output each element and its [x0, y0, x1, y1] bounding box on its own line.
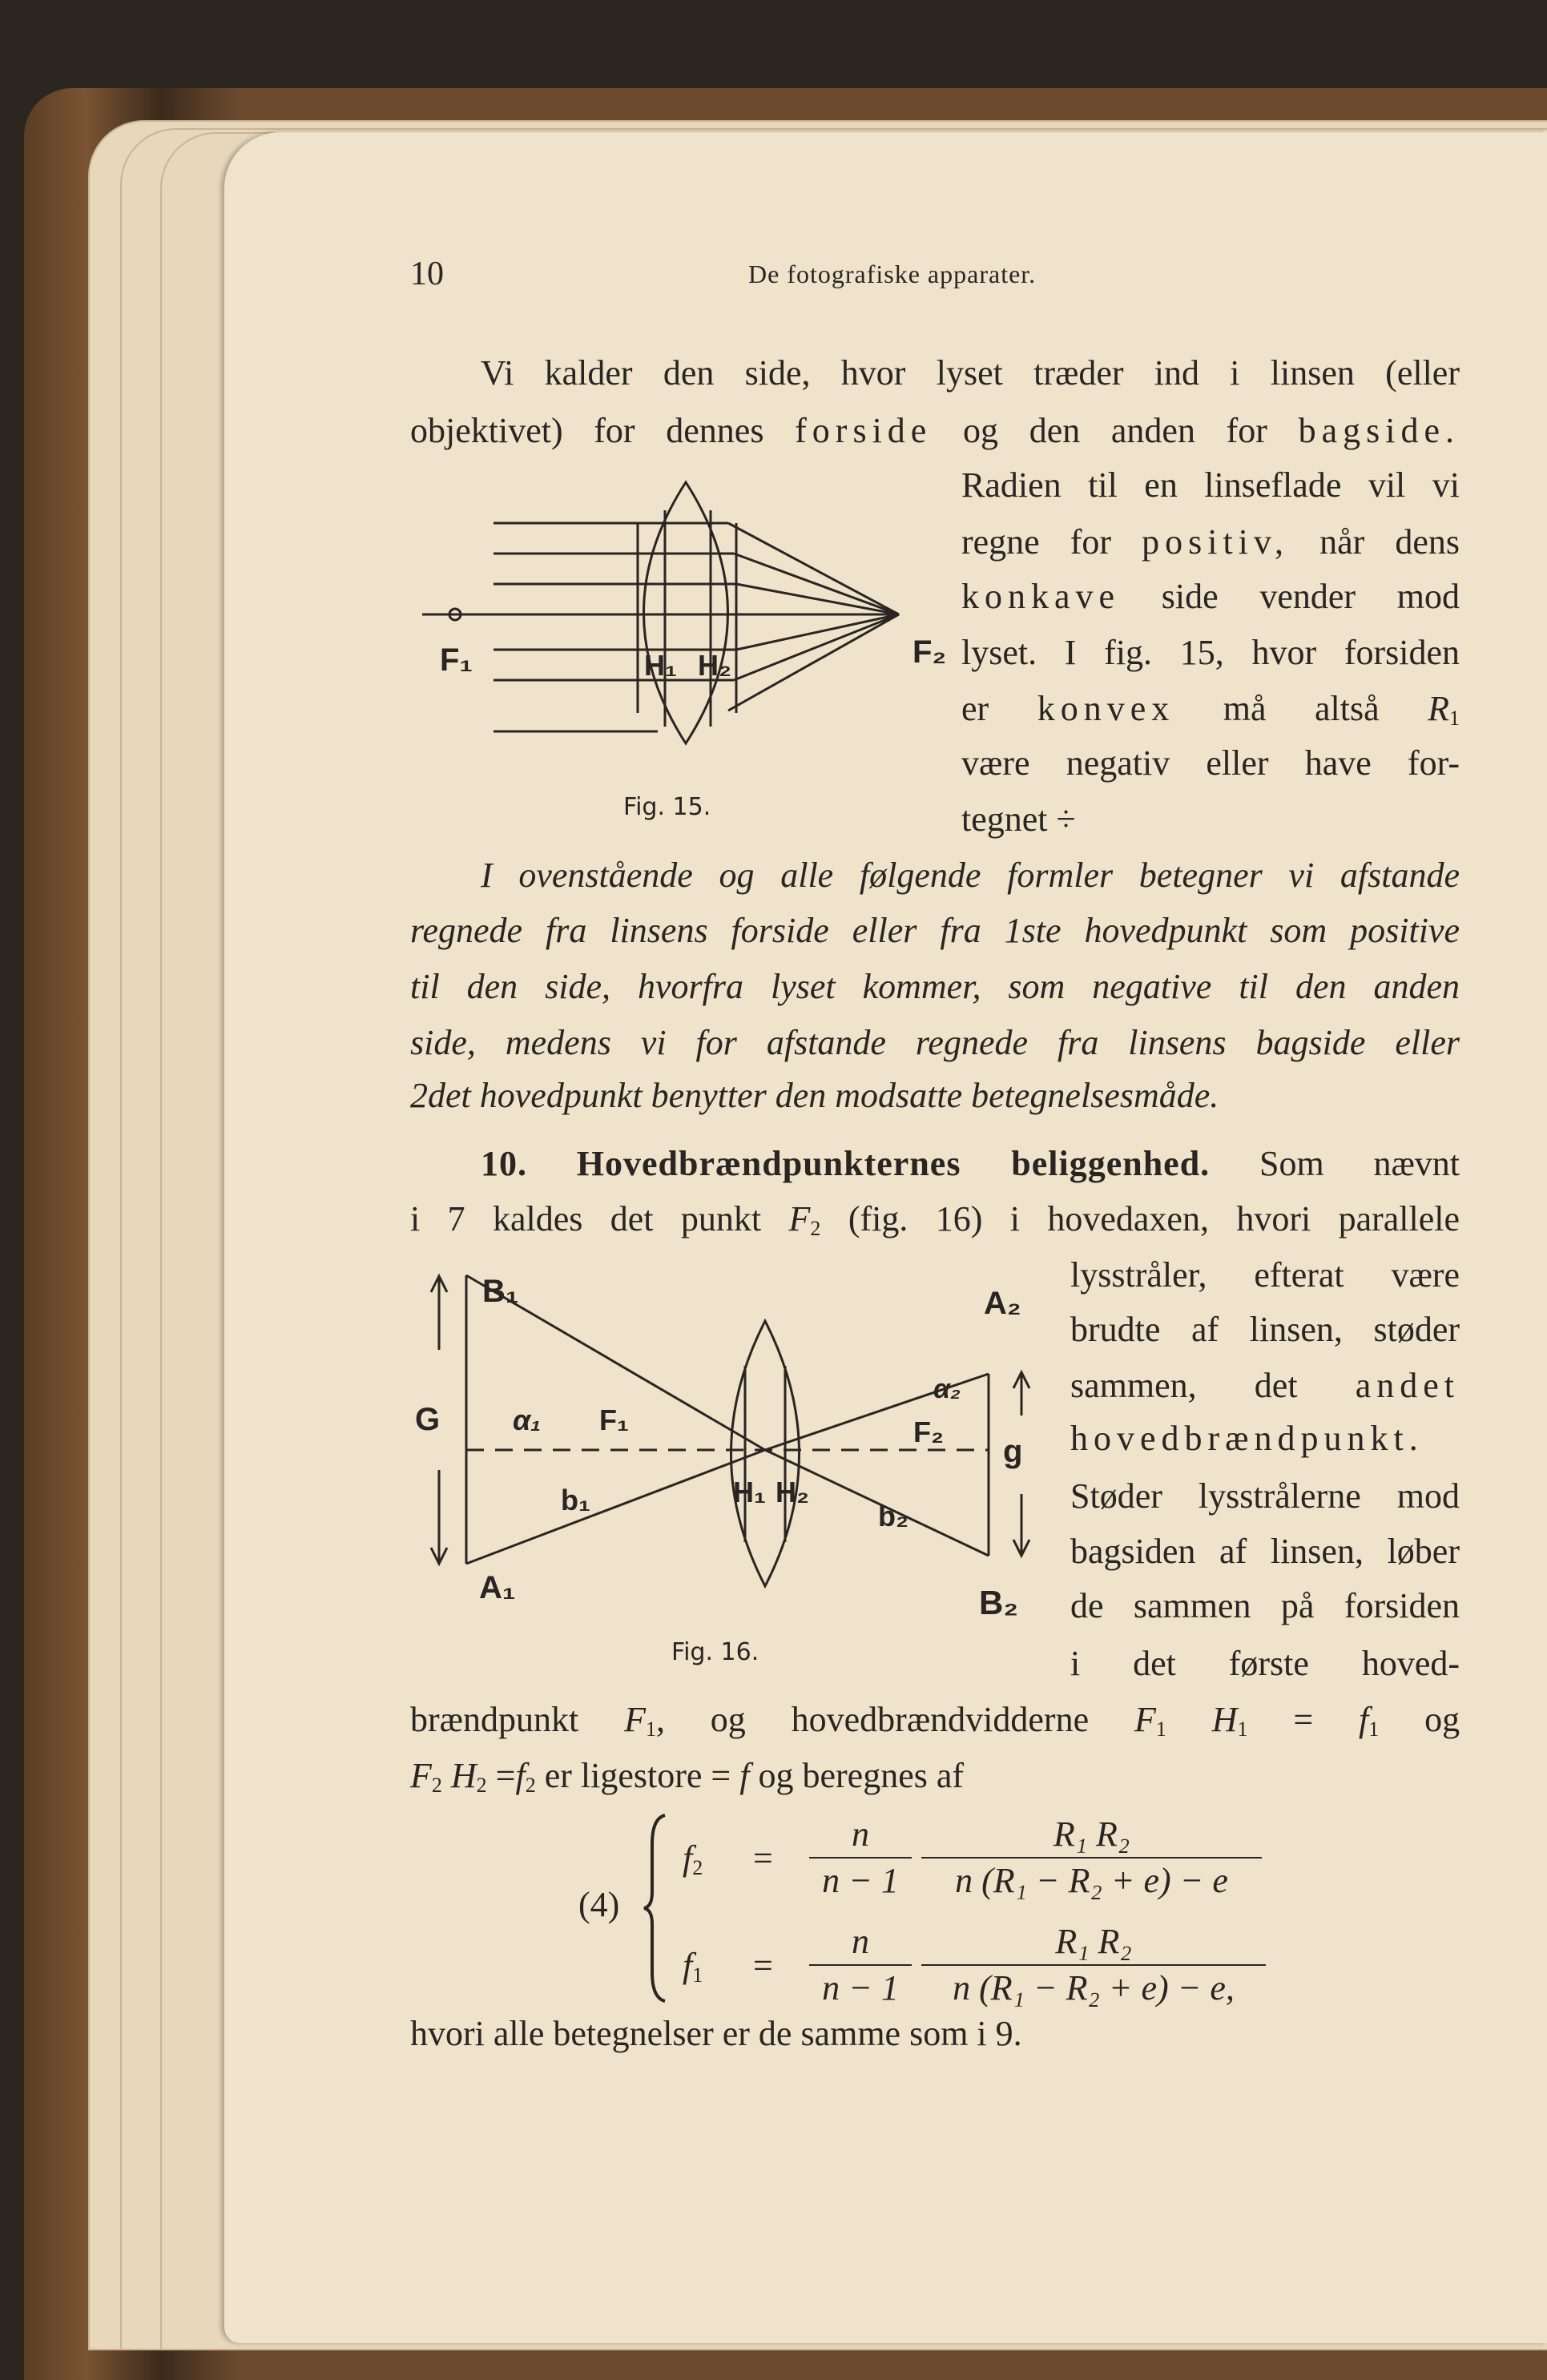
- italic-line: I ovenstående og alle følgende formler betegner vi afstande: [481, 856, 1460, 895]
- fig16-label-a2: A₂: [984, 1286, 1021, 1321]
- fig16-label-h1: H₁: [733, 1476, 766, 1508]
- fig16-label-alpha2: α₂: [933, 1374, 961, 1404]
- text-line: i 7 kaldes det punkt $F_2$ (fig. 16) i hovedaxen, hvori parallele: [410, 1199, 1460, 1240]
- text-line: brudte af linsen, støder: [1070, 1310, 1460, 1349]
- text-line: Radien til en linseflade vil vi: [961, 465, 1460, 505]
- fraction-r1r2-over-denominator: $\frac{\text{R₁ R₂}}{\text{n (R₁ − R₂ + e) − e}}$: [921, 1812, 1262, 1903]
- figure-15-caption: Fig. 15.: [623, 793, 711, 821]
- figure-16-lens-diagram: [409, 1230, 1074, 1638]
- text-line: hovedbrændpunkt.: [1070, 1419, 1424, 1458]
- italic-line: side, medens vi for afstande regnede fra linsens bagside eller: [410, 1023, 1460, 1062]
- fig16-label-f2: F₂: [913, 1416, 944, 1448]
- section-title: Hovedbrændpunkternes beliggenhed.: [576, 1144, 1211, 1183]
- fig16-label-h2: H₂: [776, 1476, 809, 1508]
- text-line: sammen, det andet: [1070, 1366, 1460, 1405]
- text-line: konkave side vender mod: [961, 577, 1460, 616]
- fig16-label-alpha1: α₁: [513, 1403, 541, 1436]
- fig15-label-h2: H₂: [698, 649, 731, 682]
- text-line: tegnet ÷: [961, 799, 1076, 839]
- fig16-label-b1: B₁: [482, 1274, 519, 1309]
- text-line: Vi kalder den side, hvor lyset træder ind i linsen (eller: [481, 353, 1460, 393]
- page-number: 10: [410, 256, 444, 292]
- section-number: 10.: [481, 1144, 527, 1183]
- curly-brace: [641, 1812, 673, 2004]
- figure-16-caption: Fig. 16.: [671, 1638, 759, 1666]
- fig16-label-f1: F₁: [599, 1403, 629, 1436]
- fig15-label-h1: H₁: [644, 649, 677, 682]
- text-line: hvori alle betegnelser er de samme som i 9.: [410, 2014, 1022, 2053]
- text-line: objektivet) for dennes forside og den anden for bagside.: [410, 411, 1460, 450]
- text-line: være negativ eller have for-: [961, 743, 1460, 783]
- italic-line: regnede fra linsens forside eller fra 1ste hovedpunkt som positive: [410, 911, 1460, 950]
- text-line: lysstråler, efterat være: [1070, 1255, 1460, 1295]
- text-line: lyset. I fig. 15, hvor forsiden: [961, 633, 1460, 672]
- formula-f1: $f_1$: [683, 1946, 703, 1987]
- running-title: De fotografiske apparater.: [748, 260, 1037, 288]
- text-line: Støder lysstrålerne mod: [1070, 1476, 1460, 1516]
- text-line: er konvex må altså $R_1$: [961, 689, 1460, 730]
- text-line: i det første hoved-: [1070, 1644, 1460, 1683]
- formula-number: (4): [578, 1885, 620, 1924]
- fig15-label-f1: F₁: [440, 642, 473, 678]
- fig16-label-a1: A₁: [479, 1570, 516, 1605]
- fig16-label-b1-lower: b₁: [561, 1484, 590, 1516]
- fig16-label-g-upper: G: [415, 1402, 441, 1437]
- fig16-label-b2: b₂: [878, 1500, 908, 1532]
- text-line: $F_2$ $H_2 =f_2$ er ligestore = f og beregnes af: [410, 1756, 965, 1797]
- fig15-label-f2: F₂: [912, 634, 947, 670]
- fraction-n-over-n-minus-1: $\frac{n}{n - 1}$: [809, 1812, 912, 1903]
- text-line: bagsiden af linsen, løber: [1070, 1532, 1460, 1571]
- section-heading-line: 10. Hovedbrændpunkternes beliggenhed. Som nævnt: [481, 1144, 1460, 1183]
- figure-15-lens-diagram: [417, 470, 978, 759]
- fraction-n-over-n-minus-1: $\frac{n}{n - 1}$: [809, 1919, 912, 2011]
- text-line: regne for positiv, når dens: [961, 522, 1460, 562]
- equals-sign: =: [753, 1946, 773, 1985]
- text-line: brændpunkt $F_1$, og hovedbrændvidderne $F_1$ $H_1 = f_1$ og: [410, 1700, 1460, 1741]
- text-line: de sammen på forsiden: [1070, 1586, 1460, 1625]
- fig16-label-b2-upper: B₂: [979, 1584, 1018, 1621]
- fraction-r1r2-over-denominator: $\frac{\text{R₁ R₂}}{\text{n (R₁ − R₂ + e) − e,}}$: [921, 1919, 1266, 2011]
- italic-line: 2det hovedpunkt benytter den modsatte betegnelsesmåde.: [410, 1076, 1219, 1115]
- italic-line: til den side, hvorfra lyset kommer, som negative til den anden: [410, 967, 1460, 1006]
- formula-f2: $f_2$: [683, 1838, 703, 1879]
- equals-sign: =: [753, 1838, 773, 1878]
- fig16-label-g-lower: g: [1003, 1434, 1023, 1469]
